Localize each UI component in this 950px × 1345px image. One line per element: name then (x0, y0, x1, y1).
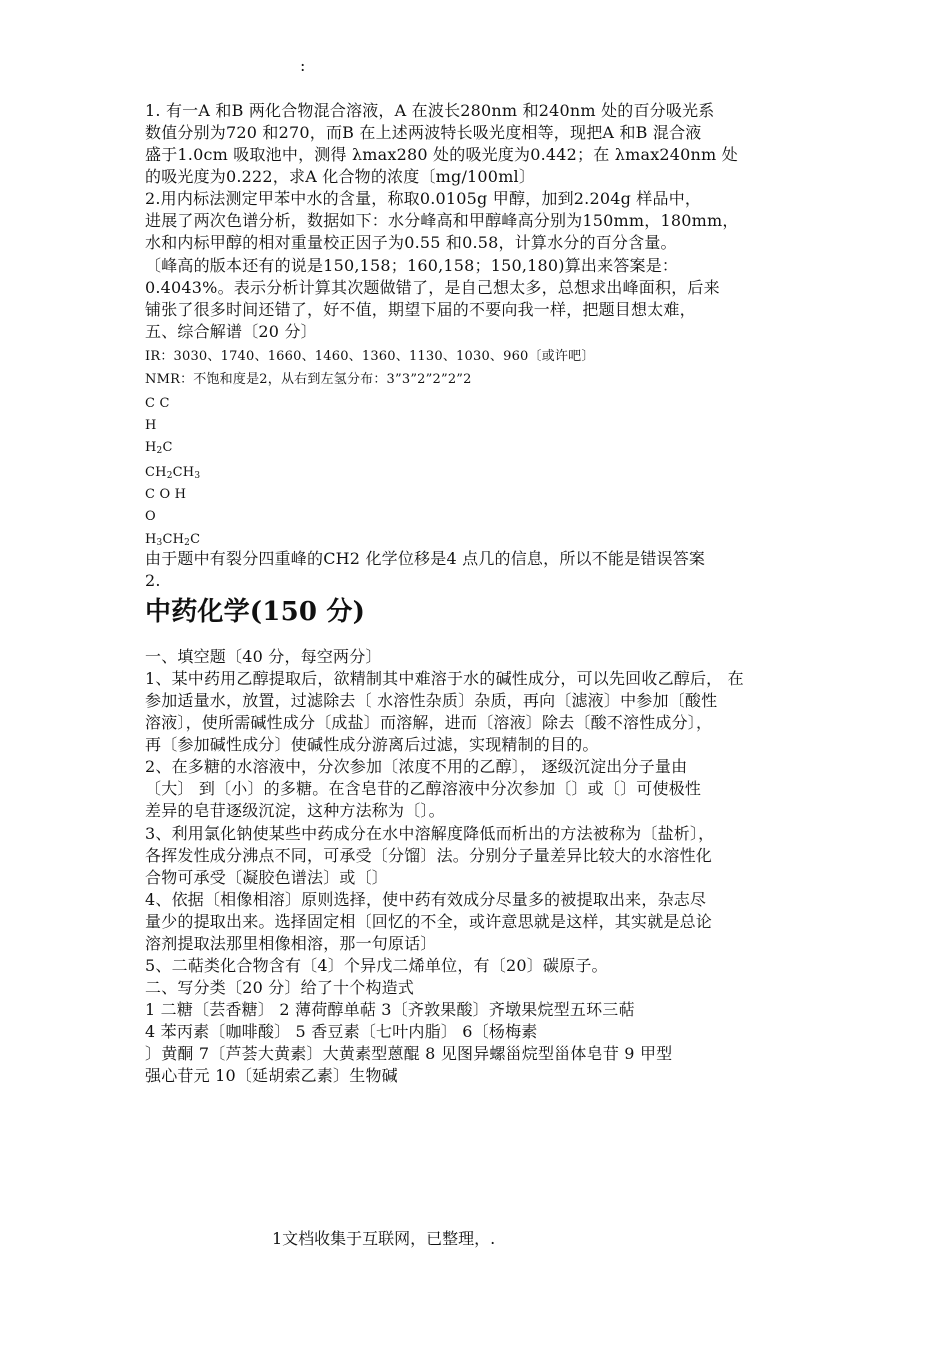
section-title: 中药化学(150 分) (145, 597, 366, 627)
classify-line: 1 二糖〔芸香糖〕 2 薄荷醇单萜 3〔齐敦果酸〕齐墩果烷型五环三萜 (145, 1000, 635, 1019)
problem-line: 数值分别为720 和270，而B 在上述两波特长吸光度相等，现把A 和B 混合液 (145, 123, 702, 142)
structure-line: $CH_2CH_3$ (145, 465, 201, 481)
structure-line: C C (145, 396, 170, 411)
structure-line: C O H (145, 487, 187, 502)
problem-line: 盛于1.0cm 吸取池中，测得 λmax280 处的吸光度为0.442；在 λmax240nm 处 (145, 145, 738, 164)
problem-line: 铺张了很多时间还错了，好不值，期望下届的不要向我一样，把题目想太难， (145, 300, 696, 319)
page-footer: 1文档收集于互联网，已整理，. (272, 1229, 496, 1248)
top-mark: : (300, 56, 306, 75)
problem-line: 2.用内标法测定甲苯中水的含量，称取0.0105g 甲醇，加到2.204g 样品中， (145, 189, 702, 208)
problem-line: 0.4043%。表示分析计算其次题做错了，是自己想太多，总想求出峰面积，后来 (145, 278, 720, 297)
fill-blank-line: 4、依据〔相像相溶〕原则选择，使中药有效成分尽量多的被提取出来，杂志尽 (145, 890, 707, 909)
classify-line: 强心苷元 10〔延胡索乙素〕生物碱 (145, 1066, 398, 1085)
fill-blank-line: 参加适量水，放置，过滤除去〔 水溶性杂质〕杂质，再向〔滤液〕中参加〔酸性 (145, 691, 718, 710)
fill-blank-line: 合物可承受〔凝胶色谱法〕或〔〕 (145, 868, 389, 887)
classify-heading: 二、写分类〔20 分〕给了十个构造式 (145, 978, 415, 997)
fill-blank-line: 1、某中药用乙醇提取后，欲精制其中难溶于水的碱性成分，可以先回收乙醇后， 在 (145, 669, 744, 688)
conclusion-line: 由于题中有裂分四重峰的CH2 化学位移是4 点几的信息，所以不能是错误答案 (145, 549, 706, 568)
problem-line: 水和内标甲醇的相对重量校正因子为0.55 和0.58，计算水分的百分含量。 (145, 233, 677, 252)
problem-line: 进展了两次色谱分析，数据如下：水分峰高和甲醇峰高分别为150mm，180mm， (145, 211, 739, 230)
fill-blank-line: 溶液〕，使所需碱性成分〔成盐〕而溶解，进而〔溶液〕除去〔酸不溶性成分〕， (145, 713, 713, 732)
conclusion-line: 2. (145, 571, 161, 590)
problem-line: 1. 有一A 和B 两化合物混合溶液，A 在波长280nm 和240nm 处的百分吸光系 (145, 101, 715, 120)
problem-line: 〔峰高的版本还有的说是150,158；160,158；150,180)算出来答案是： (145, 256, 679, 275)
fill-blank-line: 量少的提取出来。选择固定相〔回忆的不全，或许意思就是这样，其实就是总论 (145, 912, 713, 931)
fill-blank-line: 溶剂提取法那里相像相溶，那一句原话〕 (145, 934, 437, 953)
classify-line: 〕黄酮 7〔芦荟大黄素〕大黄素型蒽醌 8 见图异螺甾烷型甾体皂苷 9 甲型 (145, 1044, 673, 1063)
fill-blank-line: 再〔参加碱性成分〕使碱性成分游离后过滤，实现精制的目的。 (145, 735, 599, 754)
fill-blank-line: 〔大〕 到〔小〕的多糖。在含皂苷的乙醇溶液中分次参加〔〕或〔〕可使极性 (145, 779, 702, 798)
fill-blank-line: 2、在多糖的水溶液中，分次参加〔浓度不用的乙醇〕， 逐级沉淀出分子量由 (145, 757, 688, 776)
structure-line: O (145, 509, 156, 524)
ir-data: IR：3030、1740、1660、1460、1360、1130、1030、960〔或许吧〕 (145, 349, 595, 364)
section-heading-spectra: 五、综合解谱〔20 分〕 (145, 322, 317, 341)
structure-line: $H_3CH_2C$ (145, 532, 201, 548)
fill-blank-line: 5、二萜类化合物含有〔4〕个异戊二烯单位，有〔20〕碳原子。 (145, 956, 608, 975)
fill-blank-line: 各挥发性成分沸点不同，可承受〔分馏〕法。分别分子量差异比较大的水溶性化 (145, 846, 713, 865)
problem-line: 的吸光度为0.222，求A 化合物的浓度〔mg/100ml〕 (145, 167, 536, 186)
nmr-data: NMR：不饱和度是2，从右到左氢分布：3”3”2”2”2”2 (145, 372, 472, 387)
fill-blank-line: 3、利用氯化钠使某些中药成分在水中溶解度降低而析出的方法被称为〔盐析〕， (145, 824, 715, 843)
classify-line: 4 苯丙素〔咖啡酸〕 5 香豆素〔七叶内脂〕 6〔杨梅素 (145, 1022, 538, 1041)
fill-blank-heading: 一、填空题〔40 分，每空两分〕 (145, 647, 382, 666)
structure-line: H (145, 418, 157, 433)
fill-blank-line: 差异的皂苷逐级沉淀，这种方法称为〔〕。 (145, 801, 445, 820)
structure-line: $H_2C$ (145, 440, 173, 456)
